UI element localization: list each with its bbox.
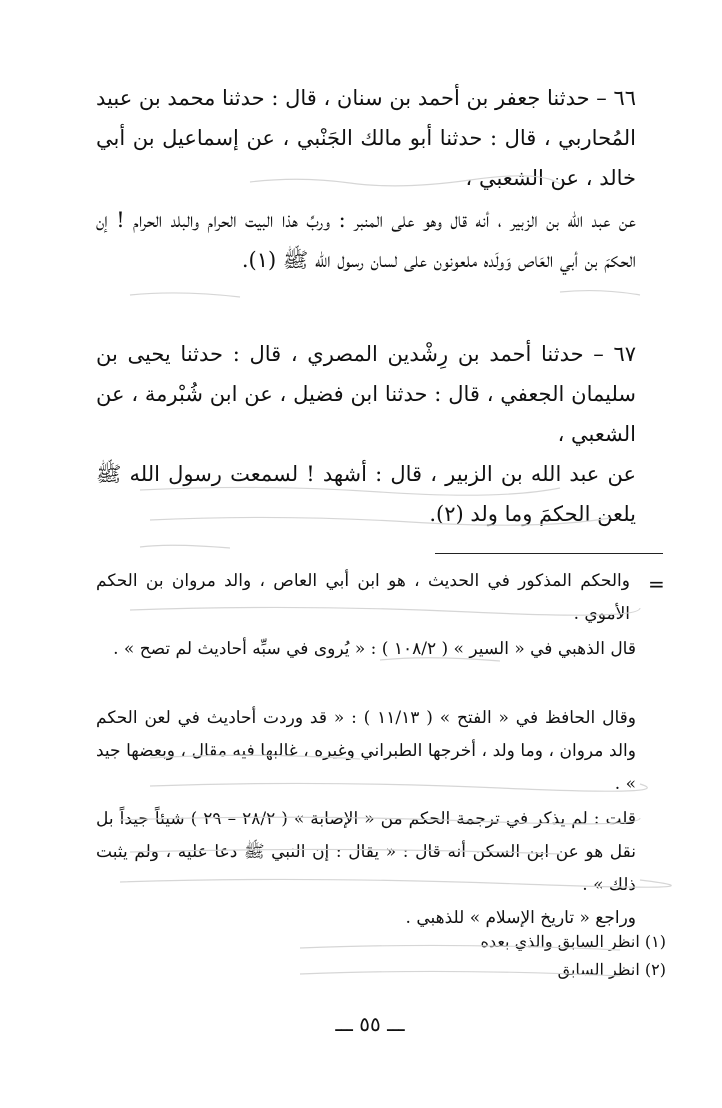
page-number: ـــ ٥٥ ـــ [335,1012,405,1036]
note-dhahabi: قال الذهبي في « السير » ( ١٠٨/٢ ) : « يُروى في سبِّه أحاديث لم تصح » . [113,639,636,659]
hadith-67-isnad: ٦٧ – حدثنا أحمد بن رِشْدين المصري ، قال : حدثنا يحيى بن سليمان الجعفي ، قال : حدثنا ابن فضيل ، عن ابن شُبْرمة ، عن الشعبي ، [96,342,636,446]
footnote-1: (١) انظر السابق والذي بعده [480,932,666,951]
hadith-66-matn: عن عبد الله بن الزبير ، أنه قال وهو على المنبر : وربِّ هذا البيت الحرام والبلد الحرام ! إن الحكمَ بن أبي العَاص وَولَده ملعونون على لسان رسول الله ﷺ (١). [96,208,636,272]
note-isaba: قلت : لم يذكر في ترجمة الحكم من « الإصابة » ( ٢٨/٢ – ٢٩ ) شيئاً جيداً بل نقل هو عن ابن السكن أنه قال : « يقال : إن النبي ﷺ دعا عليه ، ولم يثبت ذلك » . [96,809,637,895]
hadith-67-matn: عن عبد الله بن الزبير ، قال : أشهد ! لسمعت رسول الله ﷺ يلعن الحكمَ وما ولد (٢). [96,462,636,526]
hadith-66-isnad: ٦٦ – حدثنا جعفر بن أحمد بن سنان ، قال : حدثنا محمد بن عبيد المُحاربي ، قال : حدثنا أبو مالك الجَنْبي ، عن إسماعيل بن أبي خالد ، عن الشعبي ، [96,86,636,190]
note-hakam: والحكم المذكور في الحديث ، هو ابن أبي العاص ، والد مروان بن الحكم الأموي . [96,571,630,624]
footnote-list [96,928,666,984]
footnote-2: (٢) انظر السابق [557,960,666,979]
note-fath: وقال الحافظ في « الفتح » ( ١١/١٣ ) : « قد وردت أحاديث في لعن الحكم والد مروان ، وما ولد ، أخرجها الطبراني وغيره ، غالبها فيه مقال ، وبعضها جيد » . [96,708,636,794]
continuation-mark: = [648,572,665,596]
note-tarikh: وراجع « تاريخ الإسلام » للذهبي . [405,908,636,928]
footnote-separator [435,553,663,554]
